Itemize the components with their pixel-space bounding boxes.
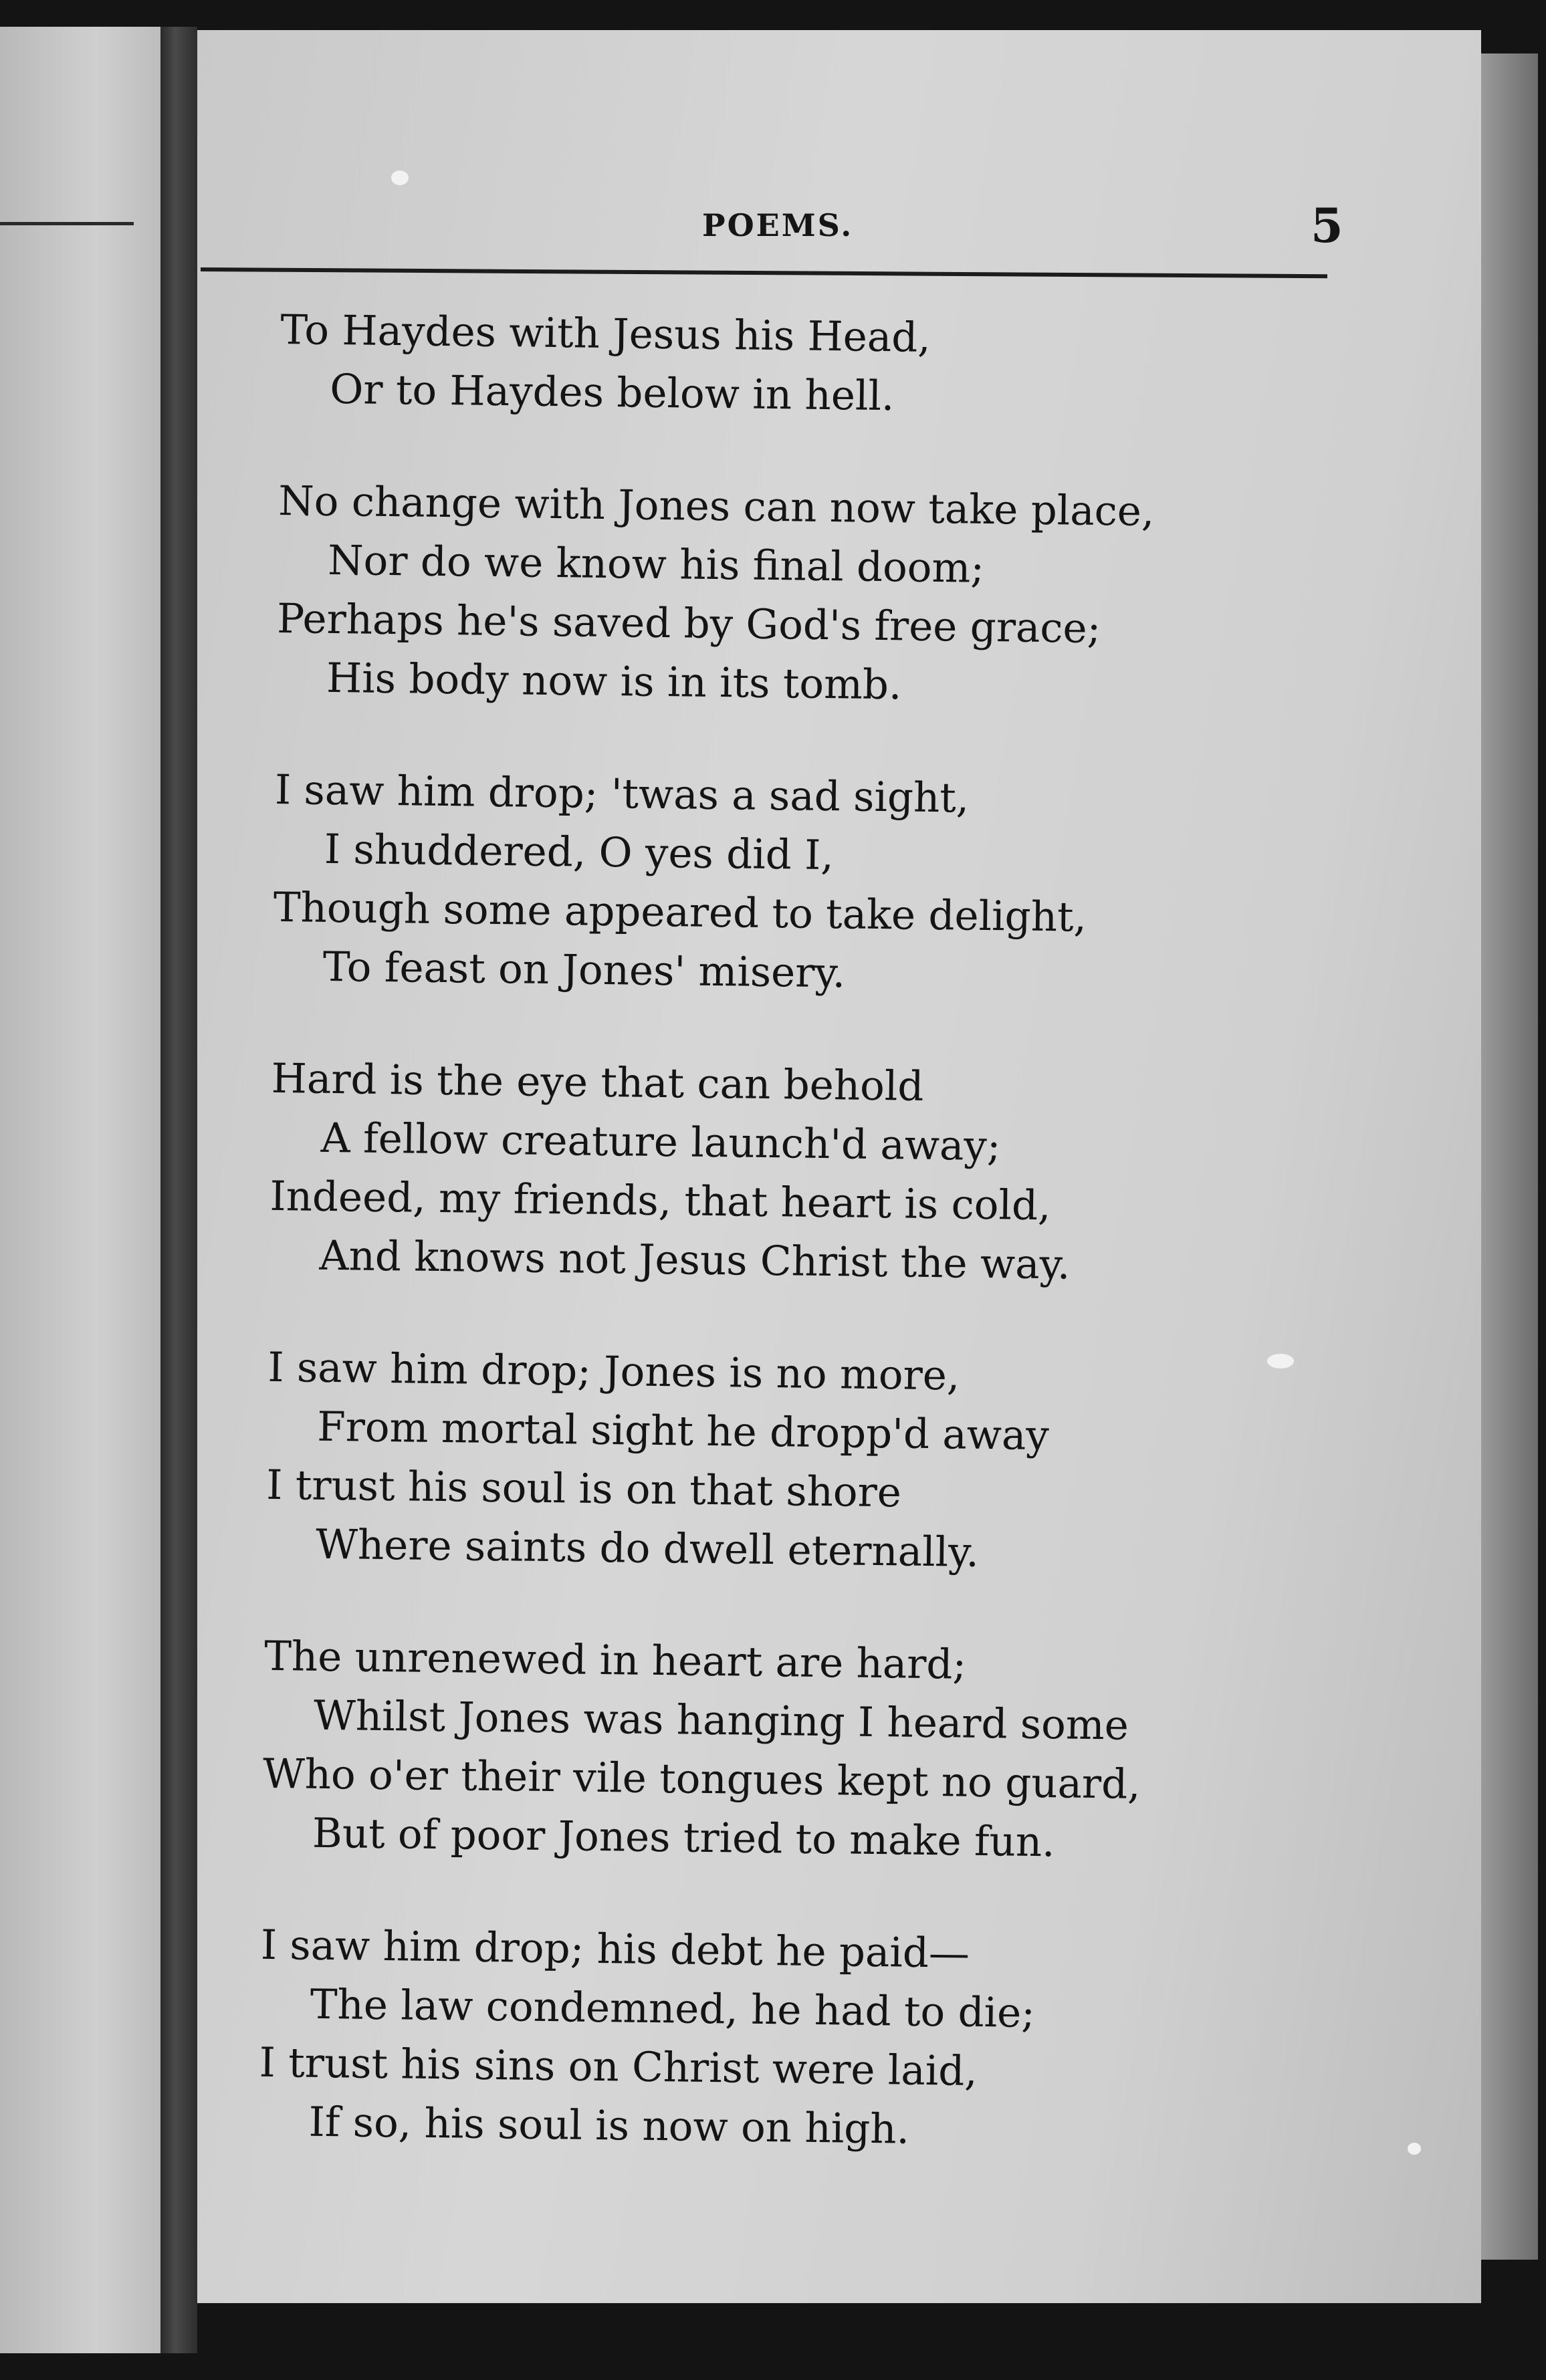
- poem-line: Where saints do dwell eternally.: [315, 1520, 980, 1576]
- stanza: [269, 1050, 1315, 1298]
- poem-line: To Haydes with Jesus his Head,: [280, 306, 931, 362]
- stanza: [261, 1627, 1307, 1875]
- stanza: [280, 301, 1324, 431]
- poem-line: I trust his sins on Christ were laid,: [259, 2038, 978, 2095]
- poem-line: I saw him drop; 'twas a sad sight,: [274, 765, 970, 822]
- poem-line: Though some appeared to take delight,: [273, 883, 1087, 941]
- poem-line: From mortal sight he dropp'd away: [316, 1403, 1050, 1460]
- poem-line: Who o'er their vile tongues kept no guard,: [262, 1750, 1141, 1808]
- facing-page-rule: [0, 222, 134, 225]
- stanza: [265, 1338, 1311, 1586]
- poem-line: Indeed, my friends, that heart is cold,: [269, 1172, 1051, 1230]
- poem-line: I shuddered, O yes did I,: [324, 825, 835, 880]
- poem-line: No change with Jones can now take place,: [278, 477, 1155, 536]
- paper-speck: [391, 170, 409, 185]
- poem-line: I saw him drop; Jones is no more,: [267, 1343, 960, 1400]
- poem-line: The law condemned, he had to die;: [310, 1980, 1036, 2037]
- poem-text: [257, 301, 1324, 2252]
- poem-line: Or to Haydes below in hell.: [329, 365, 895, 421]
- poem-line: The unrenewed in heart are hard;: [263, 1632, 967, 1689]
- book-gutter: [160, 27, 197, 2353]
- facing-page-edge: [0, 27, 160, 2353]
- poem-line: And knows not Jesus Christ the way.: [319, 1231, 1071, 1289]
- poem-line: I saw him drop; his debt he paid—: [260, 1921, 970, 1978]
- poem-line: His body now is in its tomb.: [326, 654, 902, 709]
- poem-line: Hard is the eye that can behold: [271, 1054, 924, 1110]
- poem-line: Perhaps he's saved by God's free grace;: [276, 594, 1101, 653]
- paper-speck: [1408, 2143, 1421, 2155]
- poem-line: Whilst Jones was hanging I heard some: [313, 1691, 1129, 1750]
- stanza: [276, 472, 1322, 720]
- poem-line: If so, his soul is now on high.: [308, 2098, 910, 2153]
- running-head: [201, 198, 1351, 261]
- stanza: [272, 761, 1318, 1009]
- poem-line: To feast on Jones' misery.: [322, 943, 846, 997]
- poem-line: But of poor Jones tried to make fun.: [312, 1809, 1055, 1867]
- poem-line: Nor do we know his final doom;: [327, 536, 985, 592]
- poem-line: I trust his soul is on that shore: [265, 1461, 902, 1517]
- running-head-title: POEMS.: [702, 207, 854, 243]
- page-number: 5: [1311, 198, 1343, 253]
- stanza: [258, 1916, 1304, 2164]
- poem-line: A fellow creature launch'd away;: [320, 1114, 1001, 1171]
